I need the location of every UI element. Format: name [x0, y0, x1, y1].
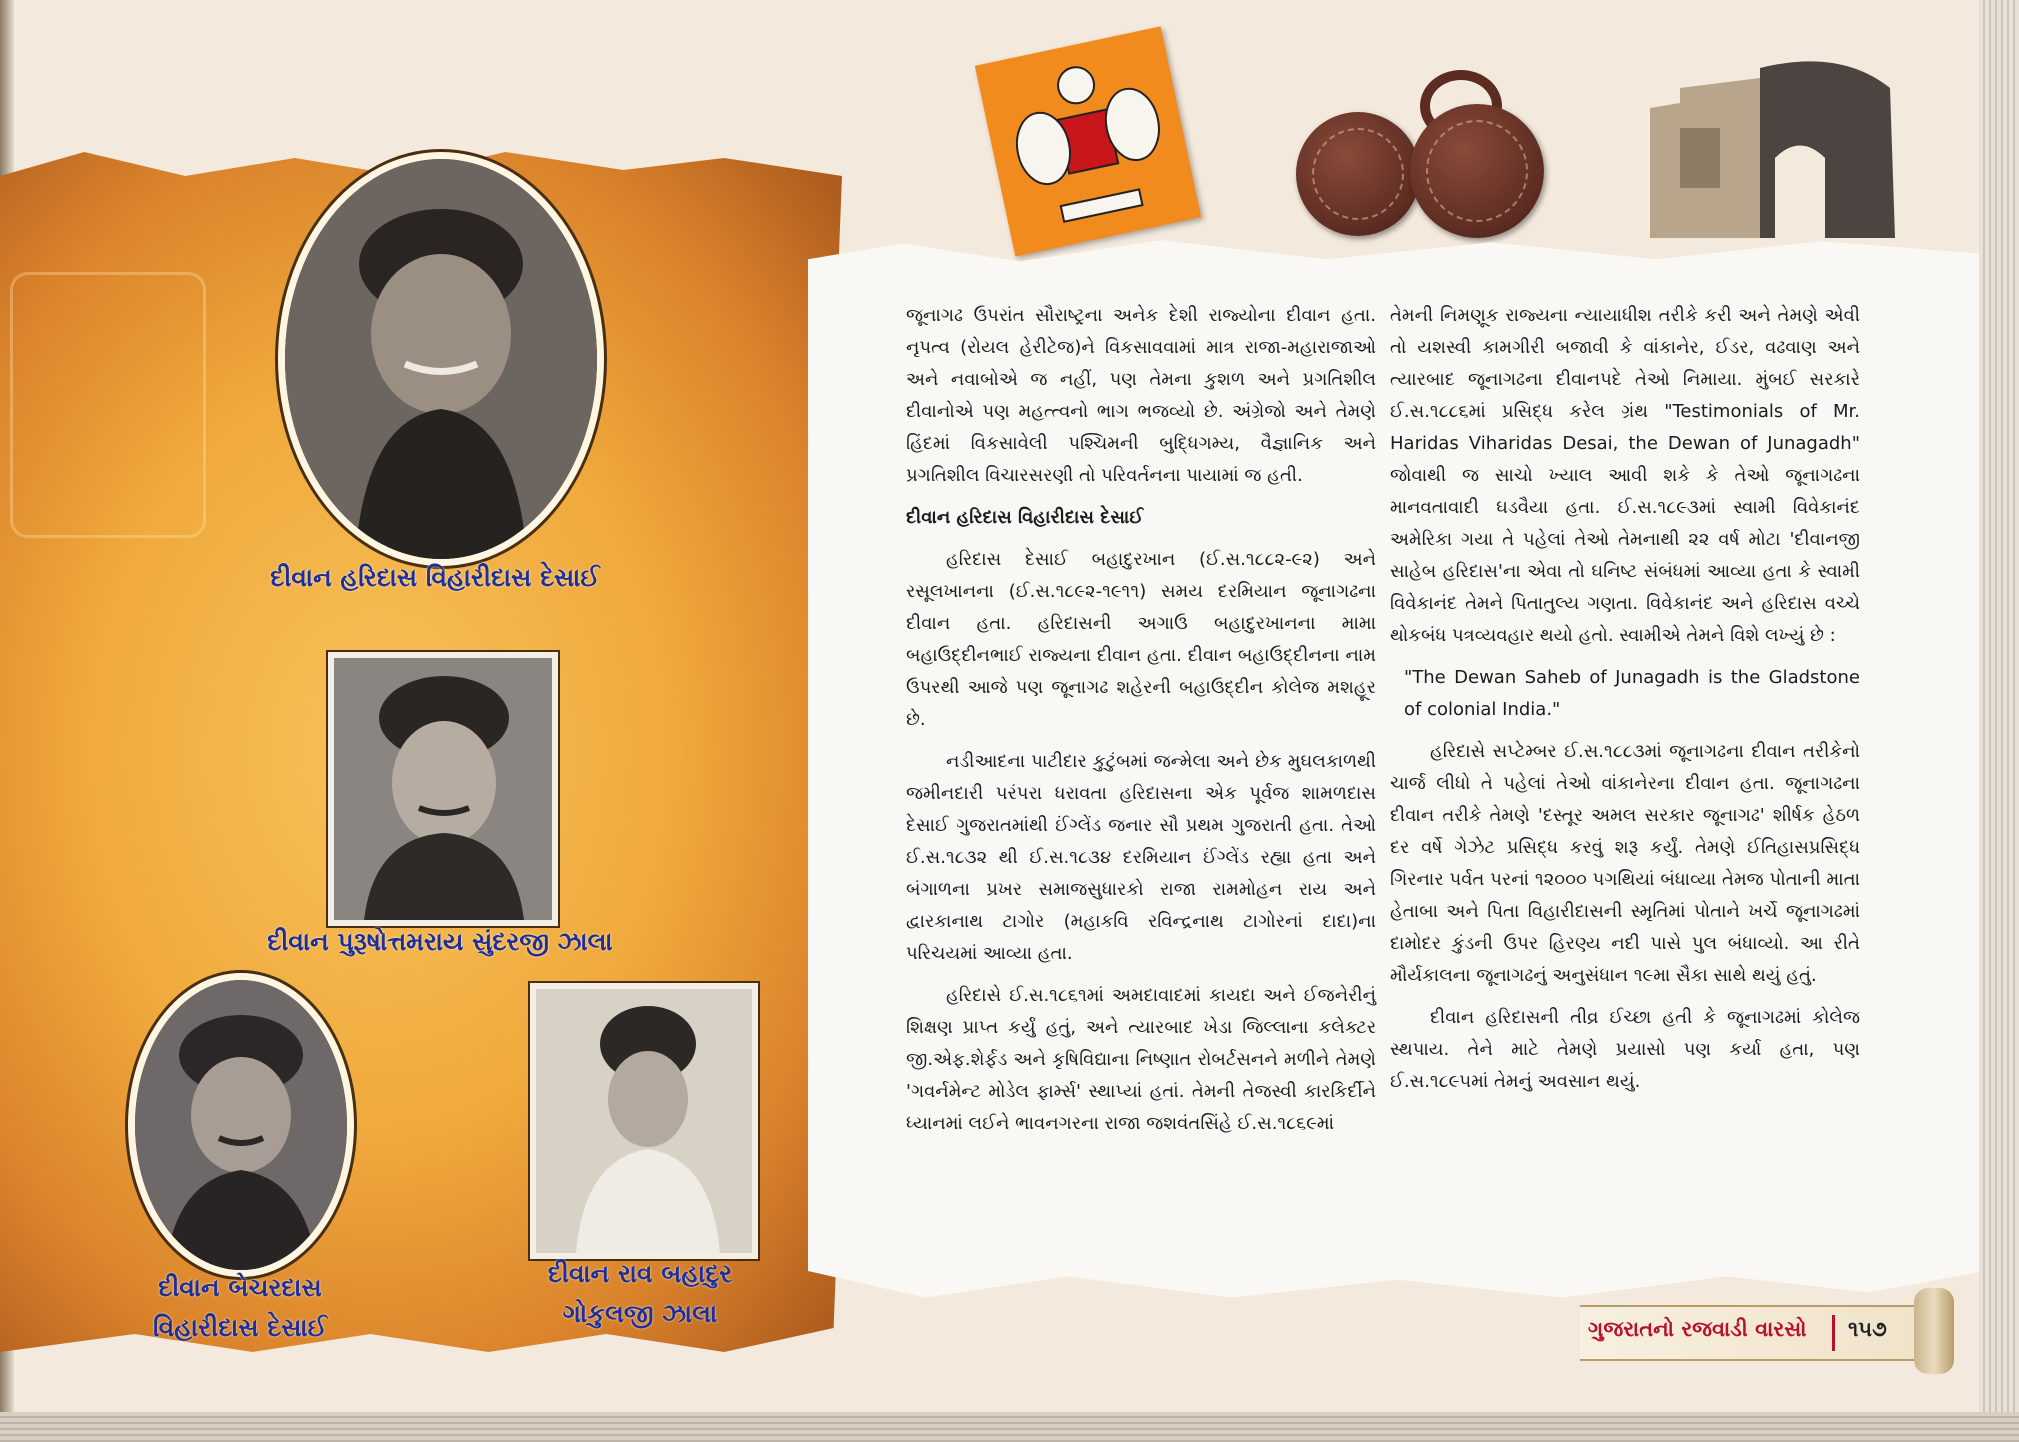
- paragraph-intro: જૂનાગઢ ઉપરાંત સૌરાષ્ટ્રના અનેક દેશી રાજ્યોના દીવાન હતા. નૃપત્વ (રોયલ હેરીટેજ)ને વિકસાવવામાં માત્ર રાજા-મહારાજાઓ અને નવાબોએ જ નહીં, પણ તેમના કુશળ અને પ્રગતિશીલ દીવાનોએ પણ મહત્ત્વનો ભાગ ભજવ્યો છે. અંગ્રેજો અને તેમણે હિંદમાં વિકસાવેલી પશ્ચિમની બુદ્ધિગમ્ય, વૈજ્ઞાનિક અને પ્રગતિશીલ વિચારસરણી તો પરિવર્તનના પાયામાં જ હતી.: [906, 305, 1376, 486]
- paragraph-ancestry: નડીઆદના પાટીદાર કુટુંબમાં જન્મેલા અને છેક મુઘલકાળથી જમીનદારી પરંપરા ધરાવતા હરિદાસના એક પૂર્વજ શામળદાસ દેસાઈ ગુજરાતમાંથી ઈંગ્લેંડ જનાર સૌ પ્રથમ ગુજરાતી હતા. તેઓ ઈ.સ.૧૮૩૨ થી ઈ.સ.૧૮૩૪ દરમિયાન ઈંગ્લેંડ રહ્યા હતા અને બંગાળના પ્રખર સમાજસુધારકો રાજા રામમોહન રાય અને દ્વારકાનાથ ટાગોર (મહાકવિ રવિન્દ્રનાથ ટાગોરનાં દાદા)ના પરિચયમાં આવ્યા હતા.: [906, 751, 1376, 964]
- paragraph-education: હરિદાસે ઈ.સ.૧૮૬૧માં અમદાવાદમાં કાયદા અને ઈજનેરીનું શિક્ષણ પ્રાપ્ત કર્યું હતું, અને ત્યારબાદ ખેડા જિલ્લાના કલેક્ટર જી.એફ.શેર્ફડ અને કૃષિવિદ્યાના નિષ્ણાત રોબર્ટસનને મળીને તેમણે 'ગવર્નમેન્ટ મોડેલ ફાર્મ્સ' સ્થાપ્યાં હતાં. તેમની તેજસ્વી કારકિર્દીને ધ્યાનમાં લઈને ભાવનગરના રાજા જશવંતસિંહે ઈ.સ.૧૮૬૯માં: [906, 985, 1376, 1134]
- monument-photo: [1640, 48, 1930, 248]
- portrait-gokulji: [530, 983, 758, 1259]
- caption-becharadas-line2: વિહારીદાસ દેસાઈ: [153, 1313, 327, 1342]
- portrait-purushottamray-image: [334, 658, 552, 920]
- book-page-edges-bottom: [0, 1412, 2019, 1442]
- caption-gokulji: [520, 1254, 760, 1334]
- page-number: ૧૫૭: [1848, 1317, 1887, 1341]
- caption-becharadas-line1: દીવાન બેચરદાસ: [158, 1273, 322, 1302]
- book-page-edges-right: [1979, 0, 2019, 1442]
- monument-image: [1640, 48, 1930, 248]
- paragraph-dewan-works: હરિદાસે સપ્ટેમ્બર ઈ.સ.૧૮૮૩માં જૂનાગઢના દીવાન તરીકેનો ચાર્જ લીધો તે પહેલાં તેઓ વાંકાનેરના દીવાન હતા. જૂનાગઢના દીવાન તરીકે તેમણે 'દસ્તૂર અમલ સરકાર જૂનાગઢ' શીર્ષક હેઠળ દર વર્ષે ગેઝેટ પ્રસિદ્ધ કરવું શરૂ કર્યું. તેમણે ઈતિહાસપ્રસિદ્ધ ગિરનાર પર્વત પરનાં ૧૨૦૦૦ પગથિયાં બંધાવ્યા તેમજ પોતાની માતા હેતાબા અને પિતા વિહારીદાસની સ્મૃતિમાં પોતાને ખર્ચે જૂનાગઢમાં દામોદર કુંડની ઉપર હિરણ્ય નદી પાસે પુલ બંધાવ્યો. આ રીતે મૌર્યકાલના જૂનાગઢનું અનુસંધાન ૧૯મા સૈકા સાથે થયું હતું.: [1390, 741, 1860, 986]
- royal-emblem: [975, 26, 1201, 256]
- section-heading: દીવાન હરિદાસ વિહારીદાસ દેસાઈ: [906, 507, 1144, 528]
- state-seal-coin-right: [1410, 104, 1544, 238]
- portrait-haridas: [278, 152, 604, 566]
- paragraph-career: તેમની નિમણૂક રાજ્યના ન્યાયાધીશ તરીકે કરી અને તેમણે એવી તો યશસ્વી કામગીરી બજાવી કે વાંકાનેર, ઈડર, વઢવાણ અને ત્યારબાદ જૂનાગઢના દીવાનપદે તેઓ નિમાયા. મુંબઈ સરકારે ઈ.સ.૧૮૮૬માં પ્રસિદ્ધ કરેલ ગ્રંથ "Testimonials of Mr. Haridas Viharidas Desai, the Dewan of Junagadh" જોવાથી જ સાચો ખ્યાલ આવી શકે કે તેઓ જૂનાગઢના માનવતાવાદી ઘડવૈયા હતા. ઈ.સ.૧૮૯૩માં સ્વામી વિવેકાનંદ અમેરિકા ગયા તે પહેલાં તેઓ તેમનાથી ૨૨ વર્ષ મોટા 'દીવાનજી સાહેબ હરિદાસ'ના એવા તો ઘનિષ્ટ સંબંધમાં આવ્યા હતા કે સ્વામી વિવેકાનંદ તેમને પિતાતુલ્ય ગણતા. વિવેકાનંદ અને હરિદાસ વચ્ચે થોકબંધ પત્રવ્યવહાર થયો હતો. સ્વામીએ તેમને વિશે લખ્યું છે :: [1390, 305, 1860, 646]
- caption-becharadas: [120, 1268, 360, 1348]
- paragraph-college-wish: દીવાન હરિદાસની તીવ્ર ઈચ્છા હતી કે જૂનાગઢમાં કોલેજ સ્થપાય. તેને માટે તેમણે પ્રયાસો પણ કર્યા હતા, પણ ઈ.સ.૧૮૯૫માં તેમનું અવસાન થયું.: [1390, 1007, 1860, 1092]
- caption-gokulji-line2: ગોકુલજી ઝાલા: [562, 1299, 718, 1328]
- portrait-becharadas: [128, 973, 354, 1277]
- page-footer: [1580, 1305, 1920, 1361]
- portrait-becharadas-image: [135, 980, 347, 1270]
- portrait-purushottamray: [328, 652, 558, 926]
- caption-gokulji-line1: દીવાન રાવ બહાદુર: [547, 1259, 733, 1288]
- footer-divider: [1832, 1315, 1835, 1351]
- vivekananda-quote: "The Dewan Saheb of Junagadh is the Gladstone of colonial India.": [1404, 667, 1860, 720]
- paragraph-tenure: હરિદાસ દેસાઈ બહાદુરખાન (ઈ.સ.૧૮૮૨-૯૨) અને રસૂલખાનના (ઈ.સ.૧૮૯૨-૧૯૧૧) સમય દરમિયાન જૂનાગઢના દીવાન હતા. હરિદાસની અગાઉ બહાદુરખાનના મામા બહાઉદ્દીનભાઈ રાજ્યના દીવાન હતા. દીવાન બહાઉદ્દીનના નામ ઉપરથી આજે પણ જૂનાગઢ શહેરની બહાઉદ્દીન કોલેજ મશહૂર છે.: [906, 549, 1376, 730]
- portrait-haridas-image: [285, 159, 597, 559]
- faint-crest-watermark: [10, 272, 206, 538]
- portrait-gokulji-image: [536, 989, 752, 1253]
- scroll-roll-ornament: [1914, 1288, 1954, 1374]
- caption-haridas: દીવાન હરિદાસ વિહારીદાસ દેસાઈ: [270, 563, 600, 592]
- seal-rim-right: [1426, 120, 1528, 222]
- text-column-2: [1390, 300, 1860, 1108]
- royal-emblem-image: [975, 26, 1201, 256]
- state-seal-coin-left: [1296, 112, 1420, 236]
- book-title: ગુજરાતનો રજવાડી વારસો: [1588, 1317, 1807, 1341]
- text-column-1: [906, 300, 1376, 1150]
- caption-purushottamray: દીવાન પુરૂષોત્તમરાય સુંદરજી ઝાલા: [267, 927, 613, 956]
- seal-rim-left: [1312, 128, 1404, 220]
